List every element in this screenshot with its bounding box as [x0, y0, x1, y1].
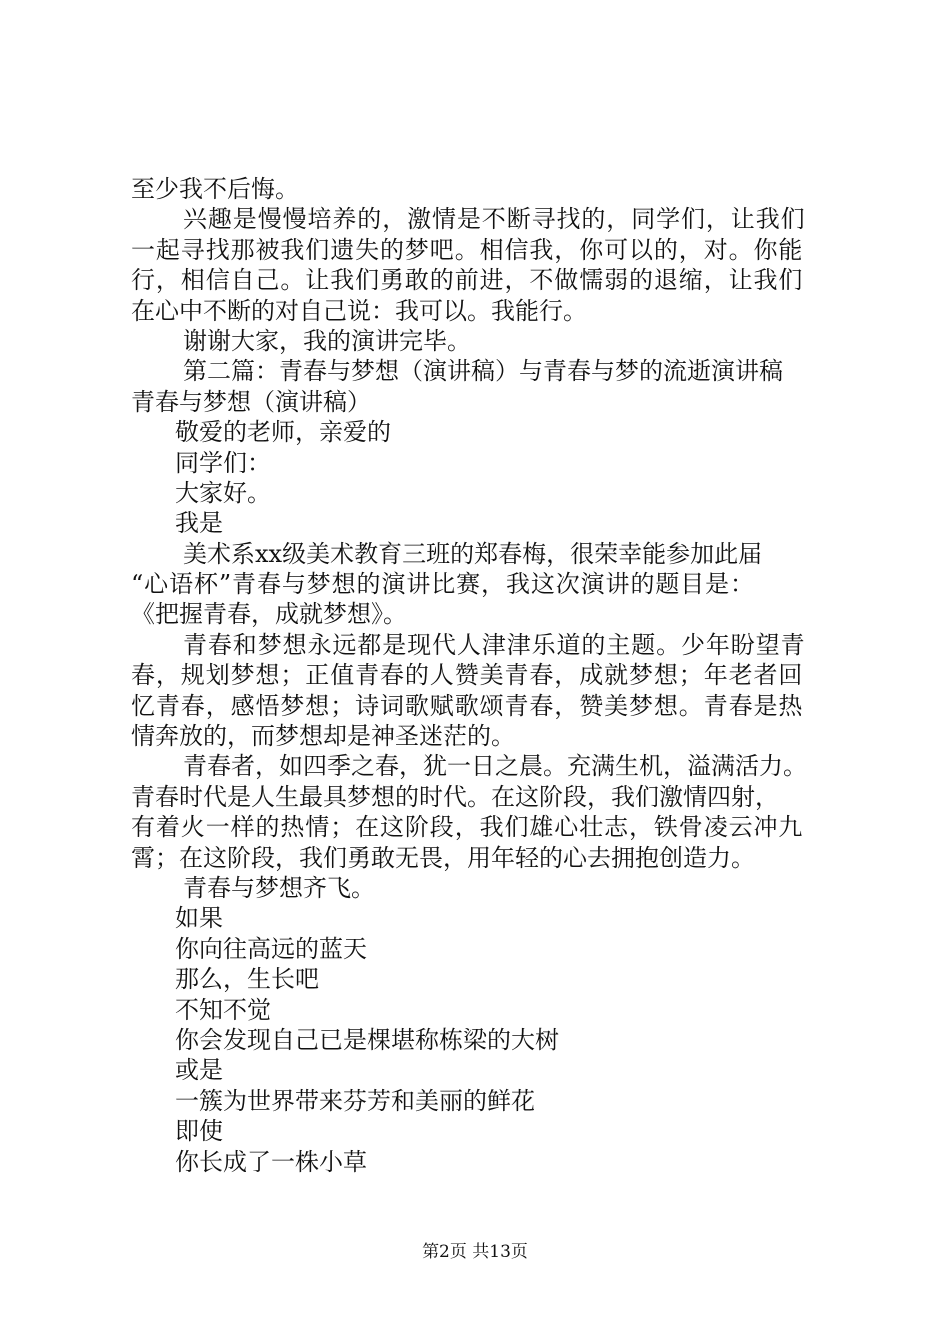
text-line: 我是	[175, 509, 223, 538]
page-number-label: 第2页 共13页	[422, 1242, 528, 1262]
text-line: 在心中不断的对自己说：我可以。我能行。	[131, 296, 587, 325]
section-subheading: 青春与梦想（演讲稿）	[131, 387, 371, 416]
text-line: 霄；在这阶段，我们勇敢无畏，用年轻的心去拥抱创造力。	[131, 843, 755, 872]
poem-line: 你向往高远的蓝天	[175, 934, 367, 963]
poem-line: 如果	[175, 904, 223, 933]
text-line: 《把握青春，成就梦想》。	[131, 600, 407, 629]
text-line: 有着火一样的热情；在这阶段，我们雄心壮志，铁骨凌云冲九	[131, 813, 804, 842]
poem-line: 那么，生长吧	[175, 965, 319, 994]
text-line: 谢谢大家，我的演讲完毕。	[183, 326, 471, 355]
text-line: 兴趣是慢慢培养的，激情是不断寻找的，同学们，让我们	[183, 205, 806, 234]
text-line: 大家好。	[175, 478, 271, 507]
poem-line: 一簇为世界带来芬芳和美丽的鲜花	[175, 1086, 535, 1115]
poem-line: 或是	[175, 1056, 223, 1085]
text-line: 忆青春，感悟梦想；诗词歌赋歌颂青春，赞美梦想。青春是热	[131, 691, 804, 720]
text-line: 同学们：	[175, 448, 271, 477]
text-line: 青春时代是人生最具梦想的时代。在这阶段，我们激情四射，	[131, 782, 779, 811]
document-body	[131, 174, 841, 1177]
text-line: 青春者，如四季之春，犹一日之晨。充满生机，溢满活力。	[183, 752, 807, 781]
text-line: 敬爱的老师，亲爱的	[175, 418, 391, 447]
text-line: 一起寻找那被我们遗失的梦吧。相信我，你可以的，对。你能	[131, 235, 804, 264]
poem-line: 你长成了一株小草	[175, 1147, 367, 1176]
poem-line: 即使	[175, 1117, 223, 1146]
text-line: 青春与梦想齐飞。	[183, 873, 375, 902]
text-line: 情奔放的，而梦想却是神圣迷茫的。	[131, 722, 515, 751]
text-line: 至少我不后悔。	[131, 175, 299, 203]
text-line: 青春和梦想永远都是现代人津津乐道的主题。少年盼望青	[183, 630, 806, 659]
text-line: 美术系xx级美术教育三班的郑春梅，很荣幸能参加此届	[183, 539, 763, 568]
section-heading: 第二篇：青春与梦想（演讲稿）与青春与梦的流逝演讲稿	[183, 357, 783, 386]
text-line: 行，相信自己。让我们勇敢的前进，不做懦弱的退缩，让我们	[131, 266, 804, 295]
poem-line: 不知不觉	[175, 995, 271, 1024]
poem-line: 你会发现自己已是棵堪称栋梁的大树	[175, 1025, 559, 1054]
page-footer	[0, 1241, 950, 1263]
text-line: “心语杯”青春与梦想的演讲比赛，我这次演讲的题目是：	[131, 570, 755, 599]
text-line: 春，规划梦想；正值青春的人赞美青春，成就梦想；年老者回	[131, 661, 804, 690]
